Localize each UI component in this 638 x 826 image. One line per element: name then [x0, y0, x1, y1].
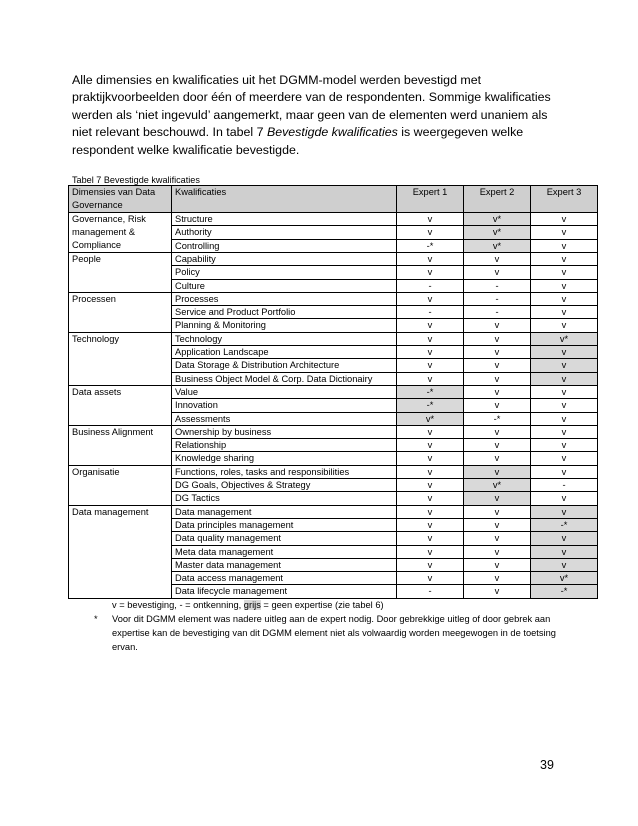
header-expert-3: Expert 3 [531, 186, 598, 213]
expert-2-cell: v [464, 399, 531, 412]
expert-3-cell: v [531, 532, 598, 545]
expert-2-cell: v [464, 359, 531, 372]
expert-2-cell: v [464, 332, 531, 345]
qualification-cell: Master data management [172, 558, 397, 571]
qualification-cell: Application Landscape [172, 346, 397, 359]
table-row [69, 292, 598, 305]
qualification-cell: Data management [172, 505, 397, 518]
page-number: 39 [540, 758, 554, 772]
qualification-cell: DG Tactics [172, 492, 397, 505]
expert-2-cell: v [464, 518, 531, 531]
expert-2-cell: v [464, 385, 531, 398]
expert-1-cell: v [397, 226, 464, 239]
table-row [69, 505, 598, 518]
expert-1-cell: v [397, 532, 464, 545]
qualification-cell: Capability [172, 253, 397, 266]
qualification-cell: Controlling [172, 239, 397, 252]
intro-emphasis: Bevestigde kwalificaties [266, 125, 398, 140]
expert-3-cell: - [531, 479, 598, 492]
qualification-cell: Policy [172, 266, 397, 279]
header-dimension: Dimensies van Data Governance [69, 186, 172, 213]
expert-2-cell: v [464, 545, 531, 558]
qualification-cell: Service and Product Portfolio [172, 306, 397, 319]
expert-1-cell: v [397, 439, 464, 452]
expert-3-cell: v [531, 253, 598, 266]
expert-3-cell: v [531, 558, 598, 571]
expert-2-cell: v* [464, 239, 531, 252]
qualification-cell: Data Storage & Distribution Architecture [172, 359, 397, 372]
dimension-cell: People [69, 253, 172, 293]
expert-3-cell: v [531, 226, 598, 239]
table-row [69, 465, 598, 478]
table-header-row [69, 186, 598, 213]
expert-2-cell: - [464, 292, 531, 305]
header-expert-1: Expert 1 [397, 186, 464, 213]
expert-1-cell: - [397, 279, 464, 292]
expert-2-cell: v [464, 532, 531, 545]
dimension-cell: Technology [69, 332, 172, 385]
expert-1-cell: v [397, 213, 464, 226]
qualification-cell: Planning & Monitoring [172, 319, 397, 332]
expert-3-cell: v [531, 399, 598, 412]
expert-2-cell: - [464, 279, 531, 292]
dimension-cell: Governance, Risk management & Compliance [69, 213, 172, 253]
expert-1-cell: v [397, 292, 464, 305]
expert-2-cell: v [464, 319, 531, 332]
qualification-table-wrapper [68, 185, 598, 599]
expert-2-cell: v [464, 372, 531, 385]
qualification-cell: Assessments [172, 412, 397, 425]
expert-3-cell: v [531, 319, 598, 332]
expert-3-cell: v* [531, 332, 598, 345]
expert-1-cell: v [397, 545, 464, 558]
expert-3-cell: v [531, 412, 598, 425]
expert-3-cell: v [531, 492, 598, 505]
expert-1-cell: v [397, 253, 464, 266]
dimension-cell: Data assets [69, 385, 172, 425]
qualification-cell: DG Goals, Objectives & Strategy [172, 479, 397, 492]
expert-2-cell: v [464, 266, 531, 279]
expert-3-cell: v [531, 452, 598, 465]
expert-1-cell: v [397, 518, 464, 531]
expert-1-cell: -* [397, 239, 464, 252]
expert-1-cell: v [397, 479, 464, 492]
dimension-cell: Processen [69, 292, 172, 332]
intro-text-start: Alle dimensies en kwalificaties uit het DGMM-model werden bevestigd met praktijkvoorbeelden door één of meerdere van de respondenten. Sommige kwalificaties werden als ‘niet ingevuld’ aangemerkt, maar geen van de elementen werd unaniem als niet relevant beschouwd. In tabel 7 [72, 73, 551, 140]
qualification-cell: Knowledge sharing [172, 452, 397, 465]
qualification-cell: Business Object Model & Corp. Data Dictionairy [172, 372, 397, 385]
expert-1-cell: v [397, 465, 464, 478]
intro-paragraph [72, 72, 562, 159]
expert-3-cell: v [531, 213, 598, 226]
expert-2-cell: v [464, 439, 531, 452]
expert-3-cell: v [531, 279, 598, 292]
qualification-cell: Authority [172, 226, 397, 239]
expert-2-cell: v [464, 452, 531, 465]
qualification-cell: Meta data management [172, 545, 397, 558]
expert-3-cell: v [531, 372, 598, 385]
expert-3-cell: v [531, 439, 598, 452]
table-row [69, 213, 598, 226]
expert-1-cell: v* [397, 412, 464, 425]
expert-2-cell: v* [464, 226, 531, 239]
footnote-text: Voor dit DGMM element was nadere uitleg aan de expert nodig. Door gebrekkige uitleg of door gebrek aan expertise kan de bevestiging van dit DGMM element niet als volwaardig worden meegewogen in de toetsing ervan. [112, 614, 556, 652]
expert-1-cell: - [397, 306, 464, 319]
legend-text-start: v = bevestiging, - = ontkenning, [112, 600, 244, 610]
qualification-cell: Processes [172, 292, 397, 305]
expert-2-cell: v [464, 505, 531, 518]
qualification-cell: Technology [172, 332, 397, 345]
expert-3-cell: v [531, 306, 598, 319]
qualification-cell: Innovation [172, 399, 397, 412]
expert-2-cell: v [464, 585, 531, 598]
expert-1-cell: v [397, 492, 464, 505]
expert-2-cell: v [464, 465, 531, 478]
expert-3-cell: v [531, 346, 598, 359]
header-expert-2: Expert 2 [464, 186, 531, 213]
expert-1-cell: v [397, 558, 464, 571]
legend-text-end: = geen expertise (zie tabel 6) [260, 600, 384, 610]
dimension-cell: Organisatie [69, 465, 172, 505]
expert-3-cell: v [531, 385, 598, 398]
table-row [69, 425, 598, 438]
expert-1-cell: v [397, 332, 464, 345]
qualification-cell: Functions, roles, tasks and responsibilities [172, 465, 397, 478]
expert-3-cell: v [531, 425, 598, 438]
expert-1-cell: v [397, 359, 464, 372]
intro-text-end: is weergegeven welke respondent welke kwalificatie bevestigde. [72, 125, 524, 157]
table-body [69, 213, 598, 599]
expert-1-cell: v [397, 372, 464, 385]
qualification-cell: Structure [172, 213, 397, 226]
expert-3-cell: v [531, 292, 598, 305]
expert-2-cell: v [464, 253, 531, 266]
qualification-cell: Data access management [172, 572, 397, 585]
expert-1-cell: v [397, 266, 464, 279]
expert-1-cell: v [397, 425, 464, 438]
expert-2-cell: v [464, 346, 531, 359]
table-row [69, 332, 598, 345]
table-row [69, 253, 598, 266]
expert-2-cell: v* [464, 213, 531, 226]
expert-1-cell: v [397, 452, 464, 465]
expert-3-cell: v [531, 465, 598, 478]
expert-3-cell: v [531, 359, 598, 372]
dimension-cell: Business Alignment [69, 425, 172, 465]
expert-1-cell: v [397, 505, 464, 518]
expert-3-cell: v* [531, 572, 598, 585]
expert-3-cell: v [531, 239, 598, 252]
expert-1-cell: -* [397, 399, 464, 412]
expert-2-cell: v [464, 572, 531, 585]
qualification-cell: Culture [172, 279, 397, 292]
expert-3-cell: v [531, 505, 598, 518]
qualification-cell: Data quality management [172, 532, 397, 545]
table-caption: Tabel 7 Bevestigde kwalificaties [72, 175, 200, 185]
qualification-cell: Value [172, 385, 397, 398]
expert-3-cell: -* [531, 585, 598, 598]
expert-2-cell: - [464, 306, 531, 319]
expert-1-cell: v [397, 346, 464, 359]
header-qualification: Kwalificaties [172, 186, 397, 213]
qualification-cell: Relationship [172, 439, 397, 452]
expert-1-cell: -* [397, 385, 464, 398]
qualification-cell: Data lifecycle management [172, 585, 397, 598]
expert-2-cell: v* [464, 479, 531, 492]
table-row [69, 385, 598, 398]
expert-2-cell: -* [464, 412, 531, 425]
qualification-cell: Data principles management [172, 518, 397, 531]
expert-3-cell: v [531, 266, 598, 279]
table-legend [112, 598, 384, 612]
footnote-marker: * [94, 614, 98, 624]
expert-1-cell: - [397, 585, 464, 598]
legend-grey-swatch: grijs [243, 600, 261, 610]
qualification-cell: Ownership by business [172, 425, 397, 438]
qualification-table [68, 185, 598, 599]
dimension-cell: Data management [69, 505, 172, 598]
expert-3-cell: v [531, 545, 598, 558]
expert-1-cell: v [397, 572, 464, 585]
expert-1-cell: v [397, 319, 464, 332]
expert-3-cell: -* [531, 518, 598, 531]
expert-2-cell: v [464, 492, 531, 505]
expert-2-cell: v [464, 558, 531, 571]
expert-2-cell: v [464, 425, 531, 438]
